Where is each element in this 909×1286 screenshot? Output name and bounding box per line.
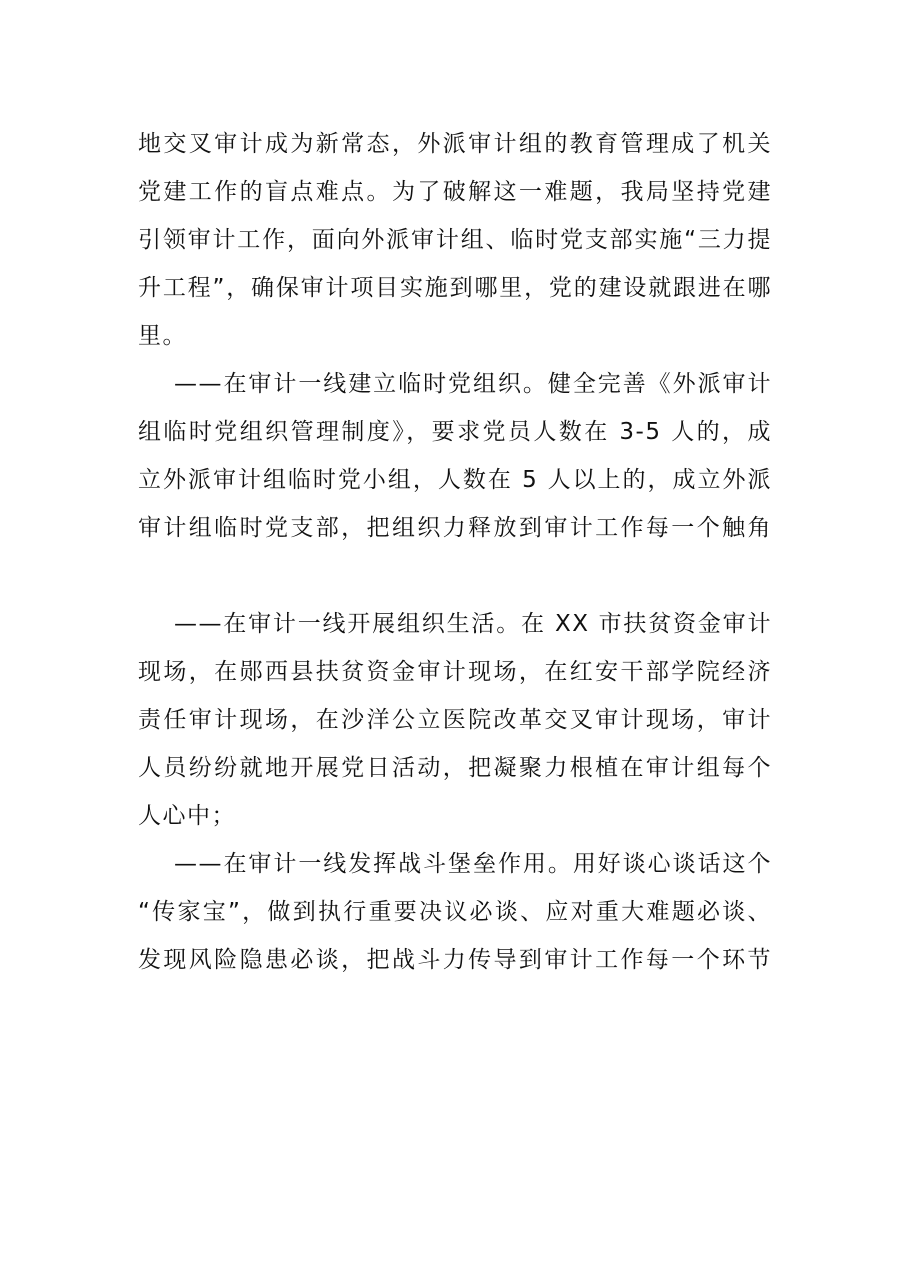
- text-line: 人心中；: [138, 803, 236, 829]
- text-line: 地交叉审计成为新常态，外派审计组的教育管理成了机关: [138, 131, 772, 157]
- text-line: 现场，在郧西县扶贫资金审计现场，在红安干部学院经济: [138, 659, 772, 685]
- text-line: 党建工作的盲点难点。为了破解这一难题，我局坚持党建: [138, 179, 772, 205]
- text-line: 发现风险隐患必谈，把战斗力传导到审计工作每一个环节: [138, 947, 772, 973]
- paragraph-start-line: ——在审计一线开展组织生活。在 XX 市扶贫资金审计: [174, 611, 772, 637]
- text-line: 升工程”，确保审计项目实施到哪里，党的建设就跟进在哪: [138, 275, 772, 301]
- text-line: 立外派审计组临时党小组，人数在 5 人以上的，成立外派: [138, 467, 772, 493]
- text-line: 责任审计现场，在沙洋公立医院改革交叉审计现场，审计: [138, 707, 772, 733]
- text-line: 引领审计工作，面向外派审计组、临时党支部实施“三力提: [138, 227, 772, 253]
- text-line: “传家宝”，做到执行重要决议必谈、应对重大难题必谈、: [138, 899, 772, 925]
- text-line: 审计组临时党支部，把组织力释放到审计工作每一个触角: [138, 515, 772, 541]
- text-line: 里。: [138, 323, 187, 349]
- paragraph-start-line: ——在审计一线发挥战斗堡垒作用。用好谈心谈话这个: [174, 851, 772, 877]
- text-line: 组临时党组织管理制度》，要求党员人数在 3-5 人的，成: [138, 419, 772, 445]
- paragraph-start-line: ——在审计一线建立临时党组织。健全完善《外派审计: [174, 371, 772, 397]
- text-line: 人员纷纷就地开展党日活动，把凝聚力根植在审计组每个: [138, 755, 772, 781]
